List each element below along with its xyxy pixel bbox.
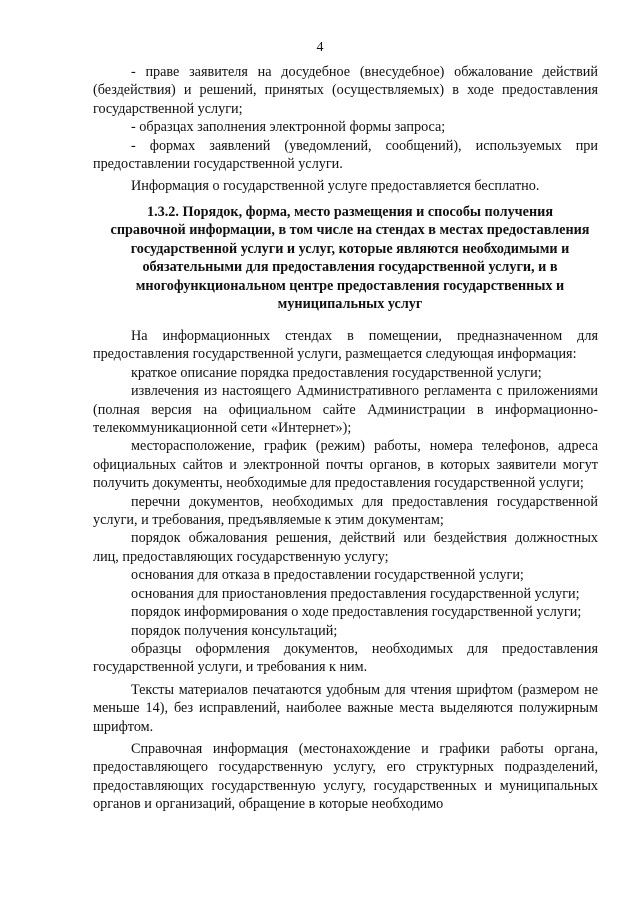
body-paragraph: порядок обжалования решения, действий или бездействия должностных лиц, предоставляющих государственную услугу; [93, 530, 598, 565]
free-of-charge-note: Информация о государственной услуге предоставляется бесплатно. [131, 178, 540, 195]
body-paragraph: Тексты материалов печатаются удобным для чтения шрифтом (размером не меньше 14), без исправлений, наиболее важные места выделяются полужирным шрифтом. [93, 681, 598, 735]
section-body [93, 327, 598, 814]
body-paragraph: перечни документов, необходимых для предоставления государственной услуги, и требования, предъявляемые к этим документам; [93, 493, 598, 529]
body-paragraph: месторасположение, график (режим) работы, номера телефонов, адреса официальных сайтов и электронной почты органов, в которых заявители могут получить документы, необходимые для предоставления государственной услуги; [93, 438, 598, 492]
body-paragraph: краткое описание порядка предоставления государственной услуги; [131, 364, 542, 381]
body-paragraph: основания для отказа в предоставлении государственной услуги; [131, 567, 524, 584]
body-paragraph: На информационных стендах в помещении, предназначенном для предоставления государственной услуги, размещается следующая информация: [93, 328, 598, 363]
intro-item: - праве заявителя на досудебное (внесудебное) обжалование действий (бездействия) и решений, принятых (осуществляемых) в ходе предоставления государственной услуги; [93, 64, 598, 117]
section-heading: 1.3.2. Порядок, форма, место размещения и способы получения справочной информации, в том числе на стендах в местах предоставления государственной услуги и услуг, которые являются необходимыми и обязательными для предоставления государственной услуги, и в многофункциональном центре предоставления государственных и муниципальных услуг [110, 204, 590, 313]
body-paragraph: порядок получения консультаций; [131, 622, 338, 639]
intro-item: - образцах заполнения электронной формы запроса; [131, 119, 446, 136]
body-paragraph: образцы оформления документов, необходимых для предоставления государственной услуги, и требования к ним. [93, 640, 598, 676]
intro-item: - формах заявлений (уведомлений, сообщений), используемых при предоставлении государственной услуги. [93, 137, 598, 173]
intro-list [93, 63, 598, 196]
body-paragraph: основания для приостановления предоставления государственной услуги; [131, 585, 580, 602]
body-paragraph: извлечения из настоящего Административного регламента с приложениями (полная версия на официальном сайте Администрации в информационно-телекоммуникационной сети «Интернет»); [93, 383, 598, 437]
body-paragraph: Справочная информация (местонахождение и графики работы органа, предоставляющего государственную услугу, его структурных подразделений, предоставляющих государственную услугу, государственных и муниципальных органов и организаций, обращение в которые необходимо [93, 740, 598, 813]
body-paragraph: порядок информирования о ходе предоставления государственной услуги; [131, 604, 582, 621]
page-number: 4 [316, 40, 324, 55]
